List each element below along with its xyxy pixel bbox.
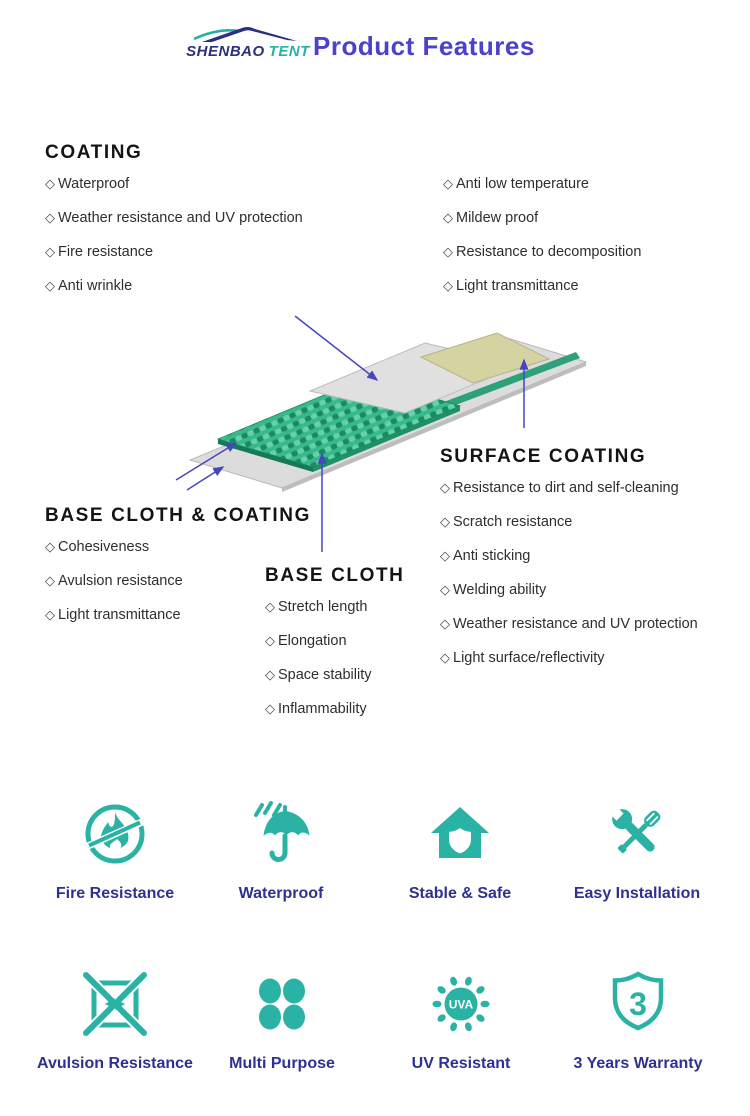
diamond-bullet: ◇ — [440, 616, 450, 631]
list-item — [265, 701, 367, 717]
brand-name-primary: SHENBAO — [186, 43, 265, 60]
list-item-label: Light surface/reflectivity — [453, 650, 605, 666]
no-fire-icon — [79, 798, 151, 870]
list-item — [45, 210, 303, 226]
list-item-label: Resistance to dirt and self-cleaning — [453, 480, 679, 496]
clover-icon — [246, 968, 318, 1040]
feature-label: UV Resistant — [411, 1055, 511, 1072]
feature-avulsion-resistance — [20, 965, 210, 1073]
diamond-bullet: ◇ — [265, 599, 275, 614]
feature-uv-resistant — [366, 965, 556, 1073]
list-item — [443, 278, 579, 294]
brand-name-secondary: TENT — [268, 43, 310, 60]
list-item-label: Mildew proof — [456, 210, 539, 226]
diamond-bullet: ◇ — [443, 176, 453, 191]
feature-stable-safe — [365, 795, 555, 903]
coating-layer-arrow — [295, 316, 377, 380]
diamond-bullet: ◇ — [443, 278, 453, 293]
diamond-bullet: ◇ — [45, 210, 55, 225]
list-item — [440, 480, 679, 496]
surface-coating-heading: SURFACE COATING — [440, 446, 647, 467]
feature-label: Easy Installation — [573, 885, 701, 902]
base-cloth-heading: BASE CLOTH — [265, 565, 405, 586]
diamond-bullet: ◇ — [440, 650, 450, 665]
diamond-bullet: ◇ — [45, 539, 55, 554]
list-item — [440, 616, 698, 632]
list-item-label: Inflammability — [278, 701, 367, 717]
tent-roof-icon — [192, 24, 304, 44]
list-item-label: Weather resistance and UV protection — [58, 210, 303, 226]
list-item-label: Stretch length — [278, 599, 368, 615]
list-item-label: Cohesiveness — [58, 539, 150, 555]
list-item-label: Waterproof — [58, 176, 130, 192]
diamond-bullet: ◇ — [443, 244, 453, 259]
feature-label: Multi Purpose — [229, 1055, 335, 1072]
house-shield-icon — [424, 798, 496, 870]
list-item — [443, 244, 641, 260]
feature-label: 3 Years Warranty — [573, 1055, 703, 1072]
diamond-bullet: ◇ — [265, 633, 275, 648]
list-item-label: Avulsion resistance — [58, 573, 183, 589]
list-item-label: Fire resistance — [58, 244, 154, 260]
list-item-label: Elongation — [278, 633, 347, 649]
list-item-label: Welding ability — [453, 582, 547, 598]
feature-label: Avulsion Resistance — [37, 1055, 193, 1072]
list-item — [440, 514, 572, 530]
page-title: Product Features — [313, 31, 535, 61]
list-item — [45, 607, 181, 623]
diamond-bullet: ◇ — [443, 210, 453, 225]
feature-label: Stable & Safe — [408, 885, 512, 902]
list-item — [45, 244, 153, 260]
list-item — [265, 633, 347, 649]
feature-fire-resistance — [20, 795, 210, 903]
diamond-bullet: ◇ — [265, 701, 275, 716]
list-item — [443, 210, 538, 226]
diamond-bullet: ◇ — [440, 548, 450, 563]
warranty-years-text: 3 — [629, 986, 647, 1022]
feature-label: Fire Resistance — [55, 885, 175, 902]
list-item-label: Light transmittance — [58, 607, 181, 623]
feature-easy-installation — [542, 795, 732, 903]
list-item — [45, 573, 183, 589]
list-item-label: Weather resistance and UV protection — [453, 616, 698, 632]
diamond-bullet: ◇ — [45, 278, 55, 293]
diamond-bullet: ◇ — [45, 573, 55, 588]
tear-proof-icon — [79, 968, 151, 1040]
list-item-label: Light transmittance — [456, 278, 579, 294]
crossed-tools-icon — [601, 798, 673, 870]
material-layers-diagram — [0, 300, 750, 570]
brand-logo — [183, 24, 313, 60]
diamond-bullet: ◇ — [45, 607, 55, 622]
list-item — [45, 278, 132, 294]
list-item — [440, 548, 530, 564]
diamond-bullet: ◇ — [440, 582, 450, 597]
list-item — [440, 582, 546, 598]
feature-waterproof — [186, 795, 376, 903]
feature-multi-purpose — [187, 965, 377, 1073]
diamond-bullet: ◇ — [440, 480, 450, 495]
base-cloth-coating-heading: BASE CLOTH & COATING — [45, 505, 311, 526]
list-item — [45, 176, 129, 192]
list-item — [443, 176, 589, 192]
uv-sun-icon — [425, 968, 497, 1040]
diamond-bullet: ◇ — [45, 176, 55, 191]
umbrella-rain-icon — [245, 798, 317, 870]
brand-name — [183, 43, 313, 60]
list-item-label: Space stability — [278, 667, 372, 683]
list-item-label: Anti low temperature — [456, 176, 589, 192]
diamond-bullet: ◇ — [265, 667, 275, 682]
feature-3-years-warranty — [543, 965, 733, 1073]
list-item — [45, 539, 149, 555]
list-item-label: Scratch resistance — [453, 514, 573, 530]
diamond-bullet: ◇ — [45, 244, 55, 259]
list-item — [265, 599, 367, 615]
list-item-label: Resistance to decomposition — [456, 244, 642, 260]
list-item — [440, 650, 605, 666]
list-item-label: Anti wrinkle — [58, 278, 133, 294]
feature-label: Waterproof — [238, 885, 324, 902]
uva-badge-text: UVA — [448, 997, 474, 1012]
shield-number-icon — [602, 968, 674, 1040]
list-item — [265, 667, 372, 683]
diamond-bullet: ◇ — [440, 514, 450, 529]
coating-heading: COATING — [45, 142, 143, 163]
list-item-label: Anti sticking — [453, 548, 531, 564]
